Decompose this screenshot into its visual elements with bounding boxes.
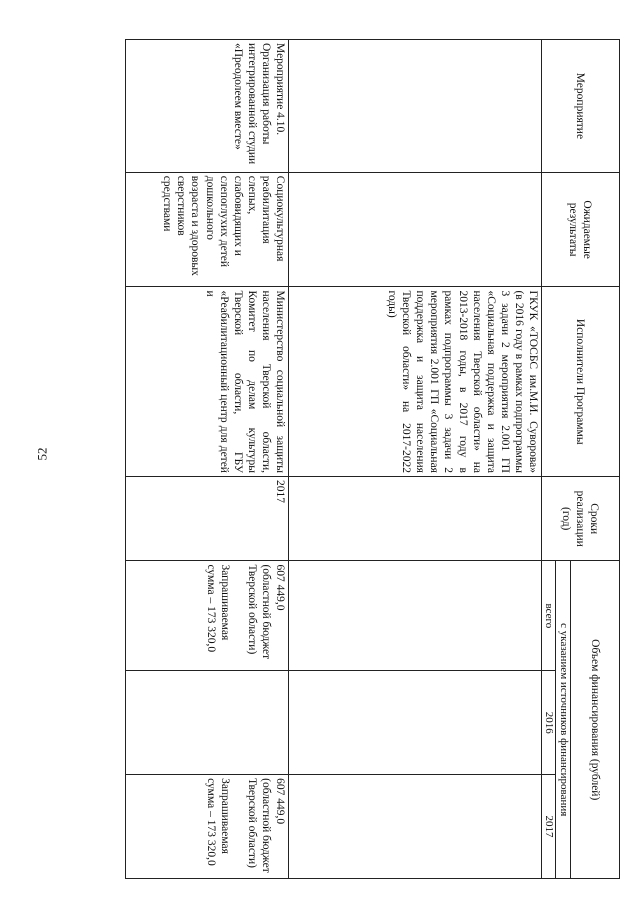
requested-2017: Запрашиваемая сумма – 173 320,0 [204,778,231,866]
cell-2017 [125,775,288,879]
cell-results: Социокультурная реабилитация слепых, слабовидящих и слепоглухих детей дошкольного возраста и здоровых сверстников средствами [125,172,288,287]
header-event: Мероприятие [541,40,619,173]
cell-total [288,561,541,671]
cell-executors: Министерство социальной защиты населения Тверской области, Комитет по делам культуры Тверской области, ГБУ «Реабилитационный центр для детей и [125,287,288,477]
cell-executors: ГКУК «ТОСБС им.М.И. Суворова» (в 2016 году в рамках подпрограммы 3 задачи 2 мероприятия 2.001 ГП «Социальная поддержка и защита населения Тверской области» на 2013-2018 годы, в 2017 году в рамках подпрограммы 3 задачи 2 мероприятия 2.001 ГП «Социальная поддержка и защита населения Тверской области» на 2017-2022 годы) [288,287,541,477]
cell-total [125,561,288,671]
spacer [232,778,245,875]
cell-2016 [288,671,541,775]
header-funding-sources: с указанием источников финансирования [556,561,571,879]
table-row [288,40,541,879]
header-funding: Объем финансирования (рублей) [571,561,620,879]
header-terms: Сроки реализации (год) [541,476,619,560]
header-results: Ожидаемые результаты [541,172,619,287]
table-row [125,40,288,879]
total-requested: Запрашиваемая сумма – 173 320,0 [204,564,231,653]
header-2016: 2016 [541,671,555,775]
header-total: всего [541,561,555,671]
spacer [232,564,245,667]
cell-results [288,172,541,287]
cell-event [288,40,541,173]
page-number: 52 [34,447,50,461]
header-executors: Исполнители Программы [541,287,619,477]
program-table [125,39,620,879]
amount-2017: 607 449,0 (областной бюджет Тверской области) [245,778,286,873]
cell-terms: 2017 [125,476,288,560]
cell-2016 [125,671,288,775]
cell-terms [288,476,541,560]
total-amount: 607 449,0 (областной бюджет Тверской области) [245,564,286,660]
header-row [571,40,620,879]
rotated-table-sheet [90,39,620,879]
header-2017: 2017 [541,775,555,879]
cell-event: Мероприятие 4.10. Организация работы интегрированной студии «Преодолеем вместе» [125,40,288,173]
cell-2017 [288,775,541,879]
